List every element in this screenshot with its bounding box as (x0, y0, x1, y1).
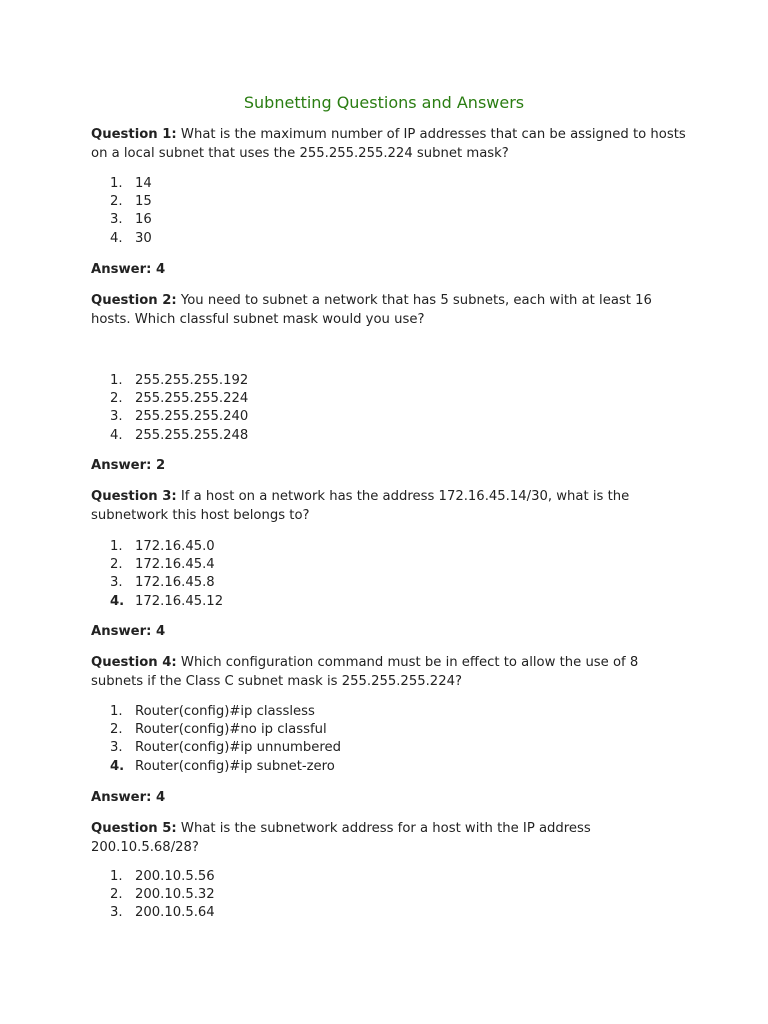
option-item (110, 175, 152, 193)
question-3-options (110, 538, 223, 611)
option-number: 1. (110, 539, 123, 554)
option-text: 172.16.45.8 (135, 575, 215, 591)
option-text: 172.16.45.4 (135, 557, 215, 573)
option-text: Router(config)#ip classless (135, 704, 315, 719)
option-item (110, 868, 215, 886)
option-text: 30 (135, 230, 152, 246)
option-number: 4. (110, 230, 123, 246)
option-text: 172.16.45.12 (135, 593, 224, 609)
option-number: 4. (110, 758, 125, 774)
question-2-options (110, 372, 248, 445)
option-text: Router(config)#ip unnumbered (135, 740, 342, 756)
option-text: 255.255.255.224 (135, 391, 249, 407)
option-text: 255.255.255.192 (135, 373, 249, 388)
answer-1: Answer: 4 (91, 262, 166, 277)
option-text: Router(config)#ip subnet-zero (135, 758, 335, 774)
option-number: 2. (110, 194, 123, 210)
option-item (110, 758, 341, 776)
option-text: 200.10.5.56 (135, 869, 215, 884)
question-label: Question 1: (91, 127, 177, 142)
option-item (110, 556, 223, 574)
option-text: 200.10.5.32 (135, 887, 215, 903)
option-number: 3. (110, 409, 123, 425)
question-text: You need to subnet a network that has 5 subnets, each with at least 16 hosts. Which classful subnet mask would you use? (91, 293, 652, 327)
option-number: 2. (110, 391, 123, 407)
question-3 (91, 488, 691, 525)
question-4-options (110, 703, 341, 776)
option-text: 200.10.5.64 (135, 905, 215, 921)
option-number: 3. (110, 740, 123, 756)
option-item (110, 408, 248, 426)
option-number: 1. (110, 704, 123, 719)
option-number: 4. (110, 593, 125, 609)
question-text: Which configuration command must be in effect to allow the use of 8 subnets if the Class C subnet mask is 255.255.255.224? (91, 655, 639, 689)
question-text: If a host on a network has the address 172.16.45.14/30, what is the subnetwork this host belongs to? (91, 489, 630, 523)
option-number: 1. (110, 176, 123, 191)
option-item (110, 390, 248, 408)
answer-2: Answer: 2 (91, 458, 166, 473)
option-item (110, 193, 152, 211)
option-text: Router(config)#no ip classful (135, 722, 327, 738)
option-item (110, 427, 248, 445)
page-title: Subnetting Questions and Answers (243, 93, 525, 112)
option-text: 255.255.255.248 (135, 427, 249, 443)
option-number: 2. (110, 722, 123, 738)
question-5 (91, 820, 691, 857)
question-label: Question 5: (91, 821, 177, 836)
question-1-options (110, 175, 152, 248)
question-label: Question 2: (91, 293, 177, 308)
option-number: 2. (110, 887, 123, 903)
answer-4: Answer: 4 (91, 790, 166, 805)
question-2 (91, 292, 691, 329)
question-label: Question 3: (91, 489, 177, 504)
question-label: Question 4: (91, 655, 177, 670)
question-text: What is the maximum number of IP addresses that can be assigned to hosts on a local subnet that uses the 255.255.255.224 subnet mask? (91, 127, 686, 161)
option-item (110, 886, 215, 904)
option-number: 4. (110, 427, 123, 443)
question-5-options (110, 868, 215, 923)
option-item (110, 230, 152, 248)
option-number: 3. (110, 575, 123, 591)
option-number: 2. (110, 557, 123, 573)
option-item (110, 703, 341, 721)
answer-3: Answer: 4 (91, 624, 166, 639)
option-text: 16 (135, 212, 152, 228)
option-text: 172.16.45.0 (135, 539, 215, 554)
option-item (110, 372, 248, 390)
question-1 (91, 126, 691, 163)
option-item (110, 904, 215, 922)
option-number: 3. (110, 212, 123, 228)
option-number: 1. (110, 869, 123, 884)
option-item (110, 538, 223, 556)
option-item (110, 593, 223, 611)
option-text: 14 (135, 176, 152, 191)
option-item (110, 211, 152, 229)
option-item (110, 574, 223, 592)
option-item (110, 721, 341, 739)
question-4 (91, 654, 691, 691)
question-text: What is the subnetwork address for a host with the IP address 200.10.5.68/28? (91, 821, 591, 855)
option-number: 1. (110, 373, 123, 388)
option-text: 15 (135, 194, 152, 210)
option-number: 3. (110, 905, 123, 921)
option-item (110, 739, 341, 757)
option-text: 255.255.255.240 (135, 409, 249, 425)
